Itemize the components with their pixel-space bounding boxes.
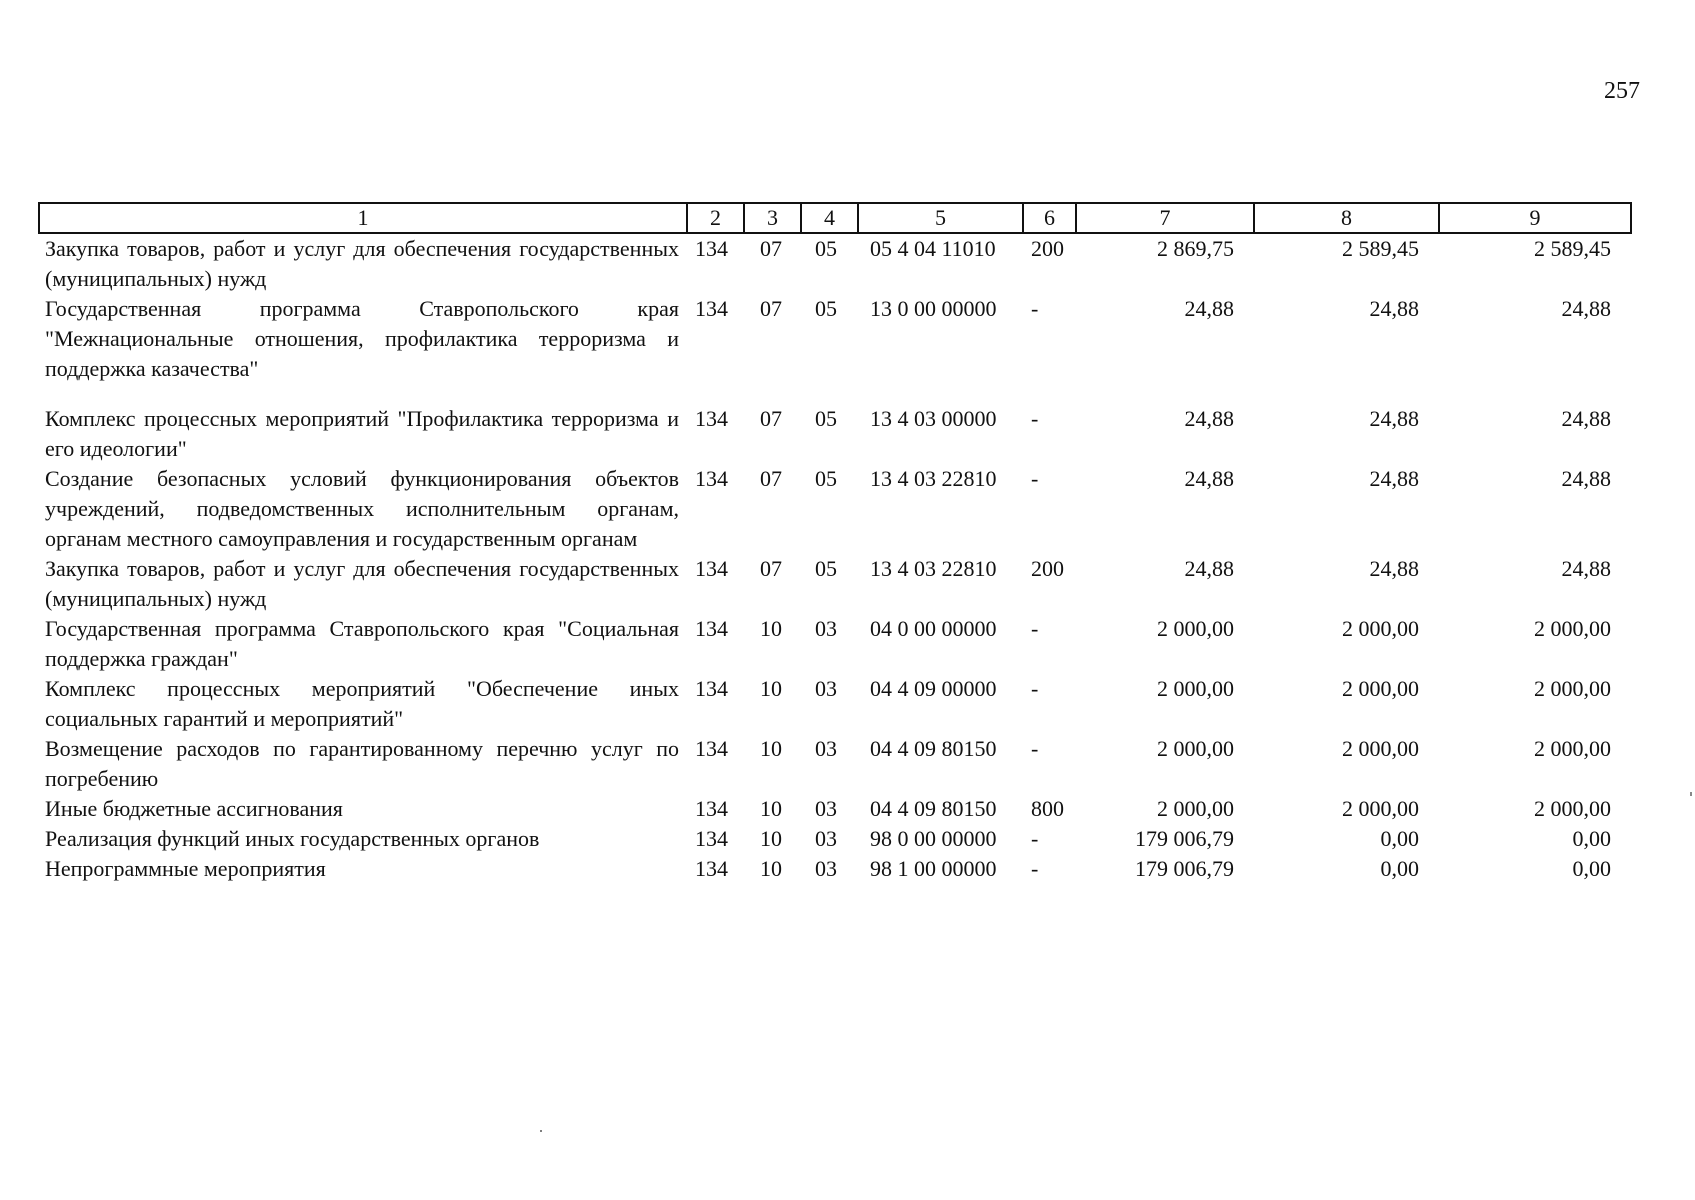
row-code-2: 134 (695, 406, 728, 431)
row-code-3: 10 (760, 826, 782, 851)
row-code-4: 03 (815, 616, 837, 641)
row-name: Государственная программа Ставропольского края "Социальная поддержка граждан" (45, 616, 679, 671)
row-code-5: 04 4 09 80150 (870, 736, 997, 761)
row-code-3: 10 (760, 616, 782, 641)
row-code-4: 05 (815, 236, 837, 261)
row-name: Создание безопасных условий функционирования объектов учреждений, подведомственных исполнительным органам, органам местного самоуправления и государственным органам (45, 466, 679, 551)
row-amount-8: 2 589,45 (1342, 236, 1419, 261)
row-code-6: - (1031, 406, 1039, 431)
row-name: Государственная программа Ставропольского края "Межнациональные отношения, профилактика терроризма и поддержка казачества" (45, 296, 679, 381)
row-amount-7: 179 006,79 (1135, 856, 1234, 881)
row-code-4: 03 (815, 676, 837, 701)
row-code-2: 134 (695, 616, 728, 641)
row-amount-8: 2 000,00 (1342, 616, 1419, 641)
row-code-4: 05 (815, 296, 837, 321)
row-amount-7: 24,88 (1184, 466, 1234, 491)
row-code-5: 05 4 04 11010 (870, 236, 996, 261)
row-amount-8: 24,88 (1369, 296, 1419, 321)
row-code-3: 10 (760, 856, 782, 881)
scan-edge-mark (1690, 792, 1692, 796)
row-amount-9: 2 000,00 (1534, 796, 1611, 821)
row-amount-8: 2 000,00 (1342, 676, 1419, 701)
row-code-5: 04 4 09 80150 (870, 796, 997, 821)
row-amount-7: 179 006,79 (1135, 826, 1234, 851)
row-code-2: 134 (695, 826, 728, 851)
row-amount-9: 24,88 (1561, 466, 1611, 491)
row-code-2: 134 (695, 296, 728, 321)
row-code-6: 200 (1031, 236, 1064, 261)
row-code-3: 07 (760, 236, 782, 261)
row-amount-9: 24,88 (1561, 296, 1611, 321)
row-amount-9: 2 589,45 (1534, 236, 1611, 261)
table-header-row (39, 203, 1631, 233)
column-header-8: 8 (1254, 203, 1439, 233)
row-code-6: - (1031, 616, 1039, 641)
row-amount-9: 0,00 (1572, 856, 1611, 881)
row-code-5: 04 4 09 00000 (870, 676, 997, 701)
row-amount-8: 24,88 (1369, 406, 1419, 431)
row-amount-8: 2 000,00 (1342, 796, 1419, 821)
row-amount-9: 2 000,00 (1534, 616, 1611, 641)
row-code-5: 13 0 00 00000 (870, 296, 997, 321)
column-header-6: 6 (1023, 203, 1076, 233)
table-row (39, 464, 1631, 554)
row-code-4: 05 (815, 406, 837, 431)
table-row (39, 854, 1631, 884)
row-name: Комплекс процессных мероприятий "Обеспечение иных социальных гарантий и мероприятий" (45, 676, 679, 731)
budget-table (38, 202, 1632, 884)
row-amount-7: 24,88 (1184, 406, 1234, 431)
row-name: Непрограммные мероприятия (45, 856, 326, 881)
row-amount-8: 0,00 (1380, 826, 1419, 851)
row-name: Возмещение расходов по гарантированному перечню услуг по погребению (45, 736, 679, 791)
table-row (39, 294, 1631, 384)
row-code-2: 134 (695, 556, 728, 581)
row-code-2: 134 (695, 466, 728, 491)
row-code-4: 03 (815, 826, 837, 851)
column-header-9: 9 (1439, 203, 1631, 233)
row-amount-7: 2 000,00 (1157, 616, 1234, 641)
column-header-1: 1 (39, 203, 687, 233)
row-amount-7: 2 869,75 (1157, 236, 1234, 261)
row-code-5: 98 1 00 00000 (870, 856, 997, 881)
table-row (39, 794, 1631, 824)
row-code-2: 134 (695, 736, 728, 761)
row-amount-8: 24,88 (1369, 556, 1419, 581)
row-code-6: 800 (1031, 796, 1064, 821)
row-code-2: 134 (695, 796, 728, 821)
row-name: Реализация функций иных государственных органов (45, 826, 540, 851)
row-amount-9: 0,00 (1572, 826, 1611, 851)
row-code-4: 03 (815, 856, 837, 881)
row-code-5: 04 0 00 00000 (870, 616, 997, 641)
row-code-6: - (1031, 296, 1039, 321)
row-amount-9: 24,88 (1561, 406, 1611, 431)
row-code-3: 07 (760, 296, 782, 321)
row-code-4: 03 (815, 736, 837, 761)
row-code-3: 07 (760, 466, 782, 491)
row-name: Иные бюджетные ассигнования (45, 796, 343, 821)
row-code-6: - (1031, 736, 1039, 761)
column-header-4: 4 (801, 203, 858, 233)
row-code-3: 07 (760, 556, 782, 581)
column-header-2: 2 (687, 203, 744, 233)
row-amount-9: 2 000,00 (1534, 736, 1611, 761)
row-amount-9: 24,88 (1561, 556, 1611, 581)
column-header-3: 3 (744, 203, 801, 233)
row-code-4: 05 (815, 466, 837, 491)
row-name: Закупка товаров, работ и услуг для обеспечения государственных (муниципальных) нужд (45, 236, 679, 291)
row-code-6: - (1031, 466, 1039, 491)
row-code-5: 13 4 03 22810 (870, 556, 997, 581)
row-code-2: 134 (695, 856, 728, 881)
row-code-3: 10 (760, 796, 782, 821)
table-row (39, 734, 1631, 794)
row-amount-8: 0,00 (1380, 856, 1419, 881)
scan-speck (540, 1130, 542, 1132)
row-amount-8: 24,88 (1369, 466, 1419, 491)
row-code-6: 200 (1031, 556, 1064, 581)
table-row (39, 554, 1631, 614)
row-name: Комплекс процессных мероприятий "Профилактика терроризма и его идеологии" (45, 406, 679, 461)
row-code-2: 134 (695, 236, 728, 261)
row-code-5: 98 0 00 00000 (870, 826, 997, 851)
row-amount-7: 2 000,00 (1157, 676, 1234, 701)
column-header-5: 5 (858, 203, 1023, 233)
row-code-5: 13 4 03 22810 (870, 466, 997, 491)
row-amount-7: 2 000,00 (1157, 796, 1234, 821)
row-code-3: 07 (760, 406, 782, 431)
row-code-6: - (1031, 676, 1039, 701)
row-amount-9: 2 000,00 (1534, 676, 1611, 701)
table-row (39, 384, 1631, 464)
table-row (39, 674, 1631, 734)
row-amount-7: 24,88 (1184, 556, 1234, 581)
page-number: 257 (1604, 78, 1640, 104)
row-code-4: 03 (815, 796, 837, 821)
row-code-4: 05 (815, 556, 837, 581)
row-code-3: 10 (760, 676, 782, 701)
row-amount-7: 2 000,00 (1157, 736, 1234, 761)
row-name: Закупка товаров, работ и услуг для обеспечения государственных (муниципальных) нужд (45, 556, 679, 611)
row-code-6: - (1031, 826, 1039, 851)
row-amount-7: 24,88 (1184, 296, 1234, 321)
row-code-2: 134 (695, 676, 728, 701)
row-code-3: 10 (760, 736, 782, 761)
row-code-6: - (1031, 856, 1039, 881)
table-row (39, 824, 1631, 854)
table-row (39, 614, 1631, 674)
row-amount-8: 2 000,00 (1342, 736, 1419, 761)
row-code-5: 13 4 03 00000 (870, 406, 997, 431)
table-row (39, 233, 1631, 294)
column-header-7: 7 (1076, 203, 1254, 233)
